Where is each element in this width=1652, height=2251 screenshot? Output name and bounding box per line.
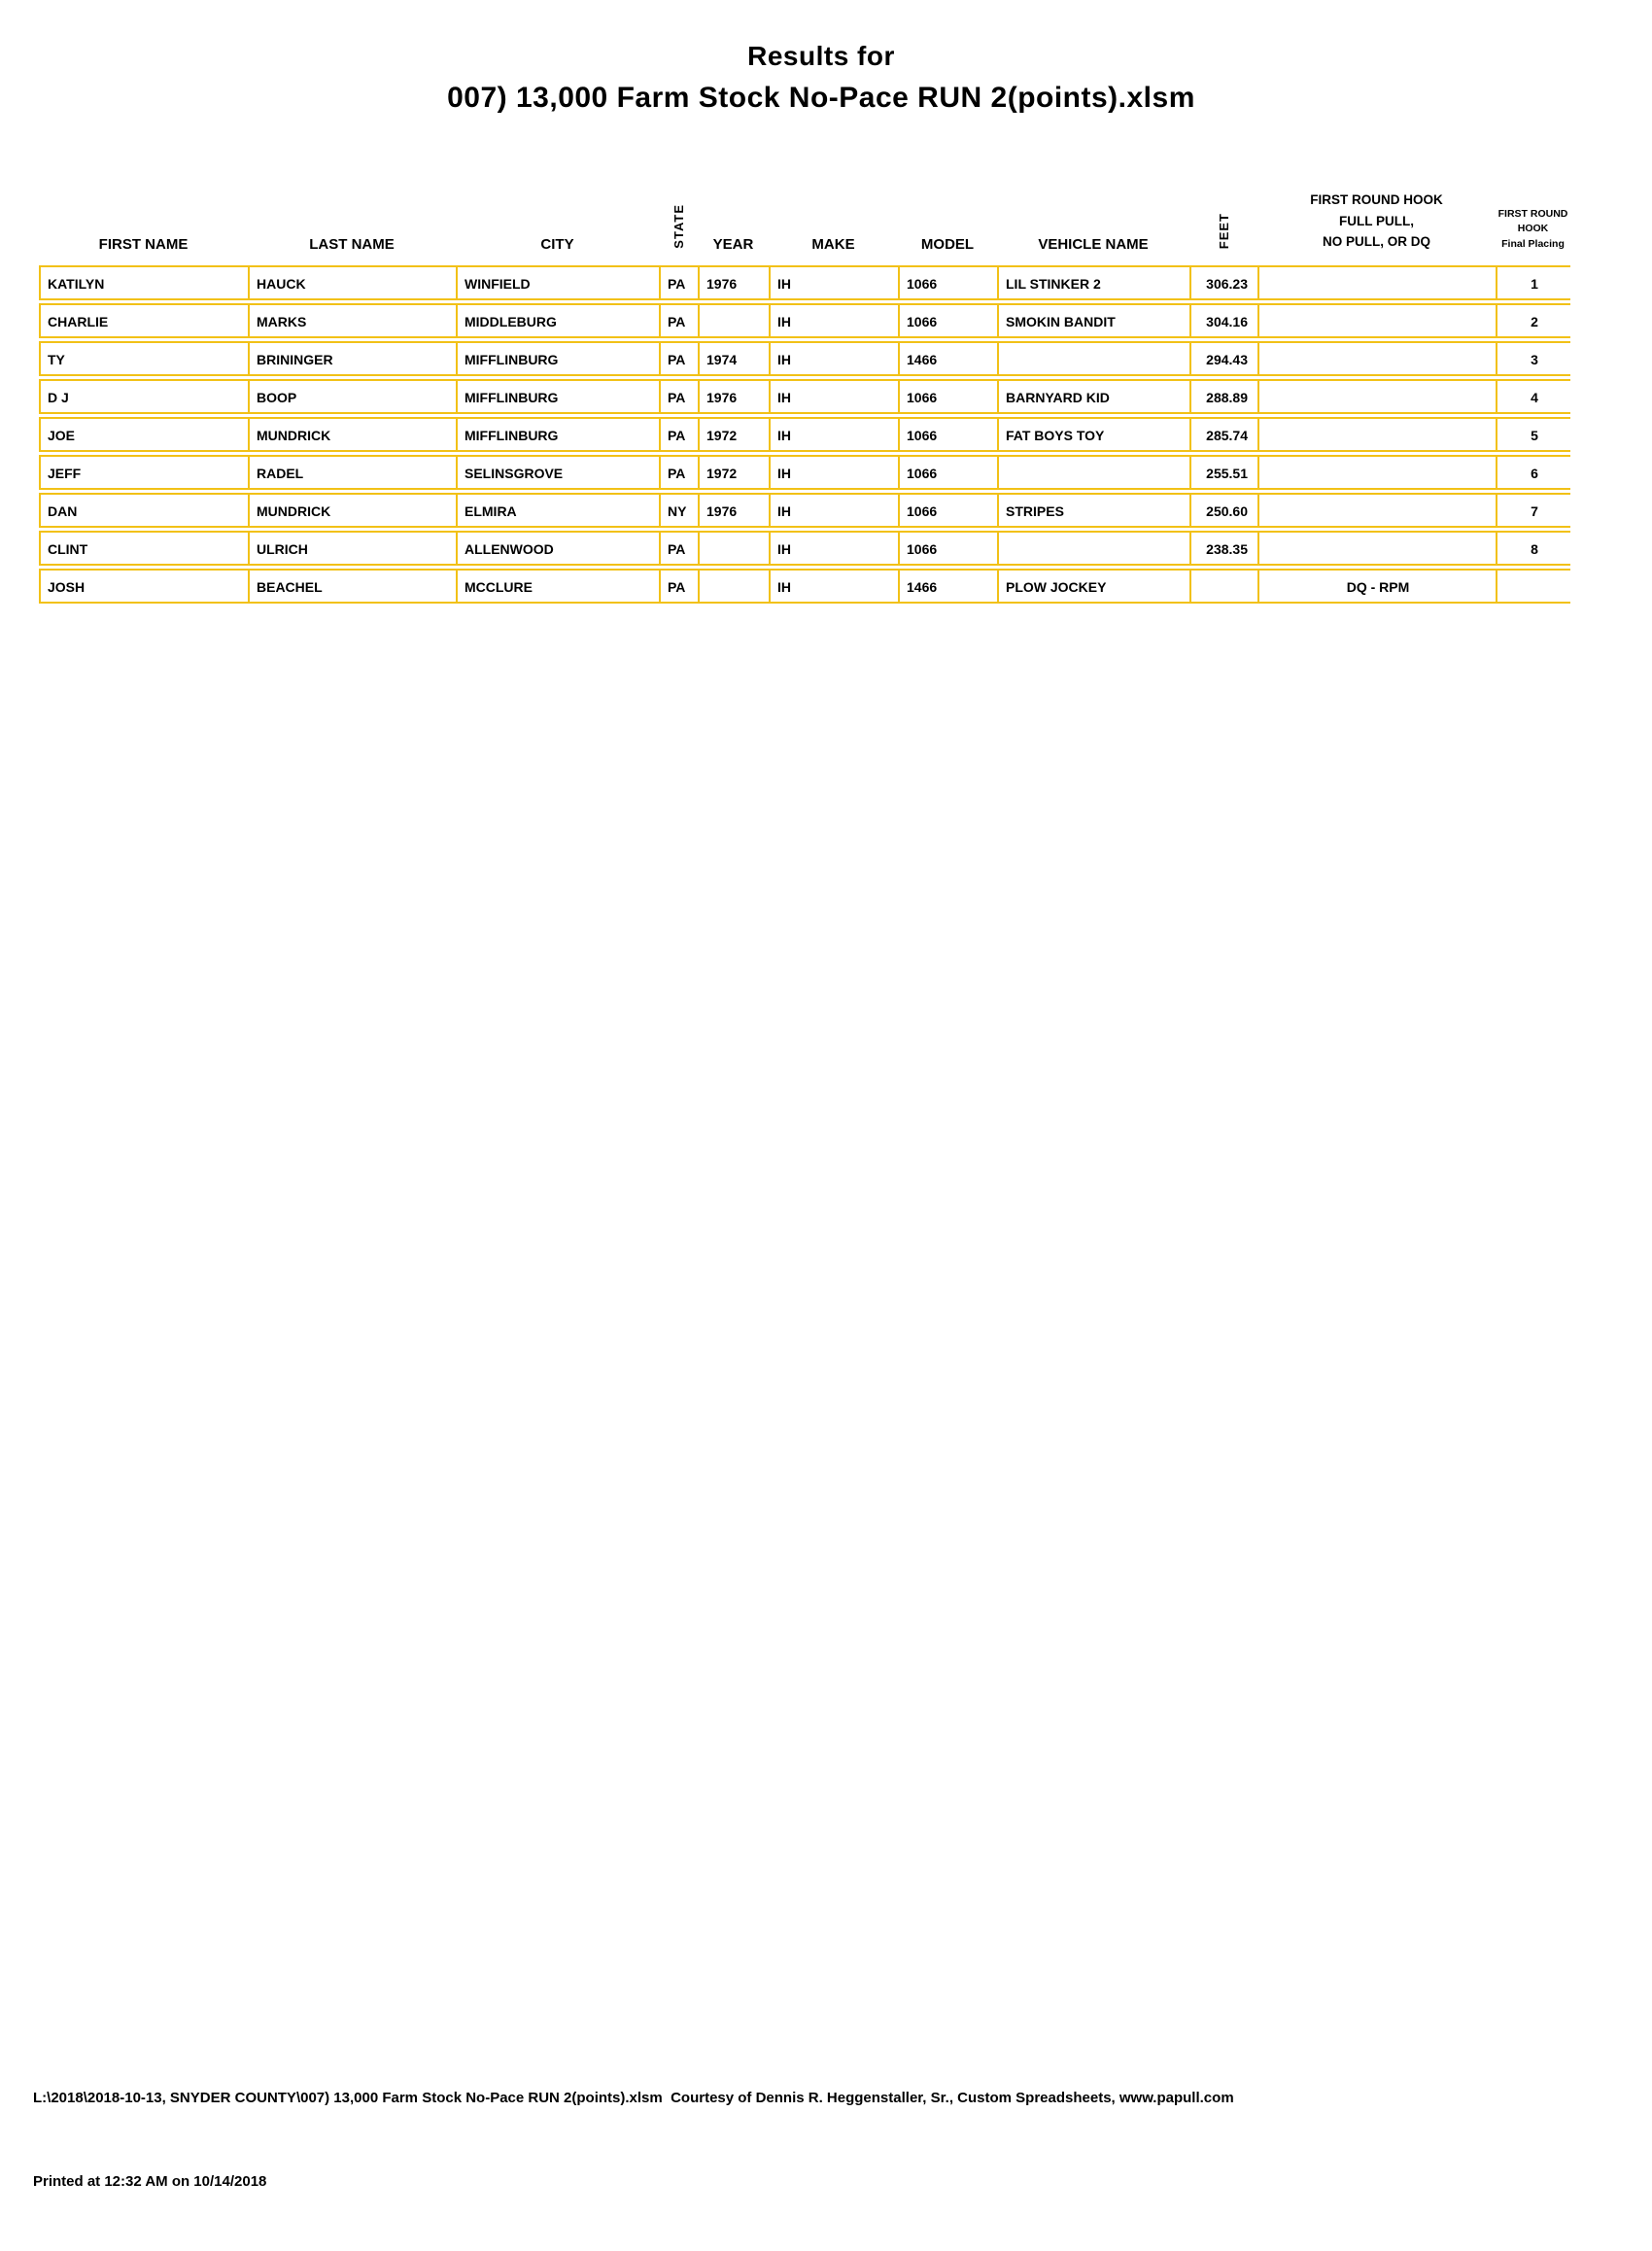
table-row <box>39 265 1570 300</box>
cell-make: IH <box>769 379 898 414</box>
cell-state: PA <box>659 569 698 604</box>
cell-vehicle-name <box>997 341 1189 376</box>
cell-state: PA <box>659 417 698 452</box>
file-title: 007) 13,000 Farm Stock No-Pace RUN 2(points).xlsm <box>447 82 1195 114</box>
header-model: MODEL <box>920 235 975 253</box>
cell-last-name: MUNDRICK <box>248 493 456 528</box>
cell-make: IH <box>769 265 898 300</box>
header-feet <box>1189 190 1257 262</box>
cell-last-name: MUNDRICK <box>248 417 456 452</box>
cell-year: 1976 <box>698 493 769 528</box>
cell-first-name: DAN <box>39 493 248 528</box>
cell-last-name: BEACHEL <box>248 569 456 604</box>
cell-year: 1974 <box>698 341 769 376</box>
cell-model: 1066 <box>898 379 997 414</box>
cell-model: 1066 <box>898 455 997 490</box>
cell-feet: 238.35 <box>1189 531 1257 566</box>
cell-hook <box>1257 379 1496 414</box>
cell-year <box>698 531 769 566</box>
cell-year: 1972 <box>698 417 769 452</box>
table-row <box>39 341 1570 376</box>
cell-year <box>698 569 769 604</box>
header-state <box>659 190 698 262</box>
cell-hook <box>1257 341 1496 376</box>
cell-city: MCCLURE <box>456 569 659 604</box>
table-row <box>39 303 1570 338</box>
header-feet-rotated-label: FEET <box>1216 212 1231 249</box>
header-make: MAKE <box>811 235 855 253</box>
cell-make: IH <box>769 417 898 452</box>
cell-vehicle-name: SMOKIN BANDIT <box>997 303 1189 338</box>
cell-state: PA <box>659 341 698 376</box>
cell-last-name: RADEL <box>248 455 456 490</box>
cell-hook <box>1257 303 1496 338</box>
cell-feet <box>1189 569 1257 604</box>
cell-year: 1972 <box>698 455 769 490</box>
cell-placing: 8 <box>1496 531 1570 566</box>
header-city: CITY <box>540 235 574 253</box>
cell-vehicle-name: FAT BOYS TOY <box>997 417 1189 452</box>
cell-vehicle-name: BARNYARD KID <box>997 379 1189 414</box>
table-row <box>39 569 1570 604</box>
cell-placing: 6 <box>1496 455 1570 490</box>
cell-first-name: CHARLIE <box>39 303 248 338</box>
cell-vehicle-name: STRIPES <box>997 493 1189 528</box>
cell-first-name: CLINT <box>39 531 248 566</box>
cell-year <box>698 303 769 338</box>
cell-first-name: KATILYN <box>39 265 248 300</box>
page-title: Results for <box>747 41 895 71</box>
cell-year: 1976 <box>698 379 769 414</box>
cell-hook <box>1257 417 1496 452</box>
cell-feet: 285.74 <box>1189 417 1257 452</box>
table-row <box>39 531 1570 566</box>
cell-model: 1066 <box>898 417 997 452</box>
cell-city: ALLENWOOD <box>456 531 659 566</box>
cell-state: PA <box>659 379 698 414</box>
header-placing: FIRST ROUND HOOK Final Placing <box>1497 207 1568 251</box>
cell-hook <box>1257 265 1496 300</box>
footer-printed-at: Printed at 12:32 AM on 10/14/2018 <box>33 2172 267 2190</box>
cell-placing: 7 <box>1496 493 1570 528</box>
cell-hook <box>1257 493 1496 528</box>
cell-first-name: JOSH <box>39 569 248 604</box>
cell-make: IH <box>769 341 898 376</box>
cell-city: MIDDLEBURG <box>456 303 659 338</box>
cell-vehicle-name <box>997 455 1189 490</box>
cell-hook <box>1257 531 1496 566</box>
cell-vehicle-name: LIL STINKER 2 <box>997 265 1189 300</box>
cell-last-name: ULRICH <box>248 531 456 566</box>
cell-first-name: JOE <box>39 417 248 452</box>
cell-placing: 3 <box>1496 341 1570 376</box>
header-row <box>39 190 1570 262</box>
cell-last-name: HAUCK <box>248 265 456 300</box>
header-last-name: LAST NAME <box>309 235 395 253</box>
cell-state: PA <box>659 455 698 490</box>
cell-year: 1976 <box>698 265 769 300</box>
cell-city: MIFFLINBURG <box>456 417 659 452</box>
cell-first-name: TY <box>39 341 248 376</box>
cell-last-name: MARKS <box>248 303 456 338</box>
cell-state: NY <box>659 493 698 528</box>
cell-vehicle-name: PLOW JOCKEY <box>997 569 1189 604</box>
cell-state: PA <box>659 265 698 300</box>
cell-feet: 304.16 <box>1189 303 1257 338</box>
cell-make: IH <box>769 303 898 338</box>
cell-city: MIFFLINBURG <box>456 379 659 414</box>
cell-model: 1466 <box>898 569 997 604</box>
cell-city: ELMIRA <box>456 493 659 528</box>
footer-file-path: L:\2018\2018-10-13, SNYDER COUNTY\007) 13,000 Farm Stock No-Pace RUN 2(points).xlsm Courtesy of Dennis R. Heggenstaller, Sr., Custom Spreadsheets, www.papull.com <box>33 2090 1234 2106</box>
cell-placing: 2 <box>1496 303 1570 338</box>
cell-city: MIFFLINBURG <box>456 341 659 376</box>
cell-model: 1066 <box>898 531 997 566</box>
cell-city: WINFIELD <box>456 265 659 300</box>
table-body <box>39 265 1570 604</box>
header-vehicle-name: VEHICLE NAME <box>1038 235 1149 253</box>
cell-first-name: D J <box>39 379 248 414</box>
cell-last-name: BOOP <box>248 379 456 414</box>
cell-feet: 250.60 <box>1189 493 1257 528</box>
cell-model: 1066 <box>898 303 997 338</box>
cell-first-name: JEFF <box>39 455 248 490</box>
page-footer <box>33 2029 1234 2251</box>
cell-vehicle-name <box>997 531 1189 566</box>
cell-make: IH <box>769 493 898 528</box>
cell-feet: 294.43 <box>1189 341 1257 376</box>
cell-placing <box>1496 569 1570 604</box>
header-state-rotated-label: STATE <box>671 204 686 249</box>
cell-state: PA <box>659 303 698 338</box>
cell-model: 1466 <box>898 341 997 376</box>
table-row <box>39 379 1570 414</box>
cell-placing: 4 <box>1496 379 1570 414</box>
header-year: YEAR <box>712 235 754 253</box>
cell-feet: 306.23 <box>1189 265 1257 300</box>
cell-placing: 5 <box>1496 417 1570 452</box>
cell-placing: 1 <box>1496 265 1570 300</box>
results-table <box>39 187 1570 606</box>
cell-state: PA <box>659 531 698 566</box>
table-row <box>39 493 1570 528</box>
cell-city: SELINSGROVE <box>456 455 659 490</box>
cell-make: IH <box>769 569 898 604</box>
cell-feet: 255.51 <box>1189 455 1257 490</box>
header-first-name: FIRST NAME <box>98 235 189 253</box>
cell-make: IH <box>769 455 898 490</box>
cell-model: 1066 <box>898 493 997 528</box>
table-row <box>39 455 1570 490</box>
cell-feet: 288.89 <box>1189 379 1257 414</box>
page-title-block <box>0 41 1642 115</box>
cell-model: 1066 <box>898 265 997 300</box>
cell-hook <box>1257 455 1496 490</box>
cell-last-name: BRININGER <box>248 341 456 376</box>
cell-make: IH <box>769 531 898 566</box>
cell-hook: DQ - RPM <box>1257 569 1496 604</box>
header-hook: FIRST ROUND HOOK FULL PULL, NO PULL, OR DQ <box>1310 192 1443 250</box>
table-row <box>39 417 1570 452</box>
